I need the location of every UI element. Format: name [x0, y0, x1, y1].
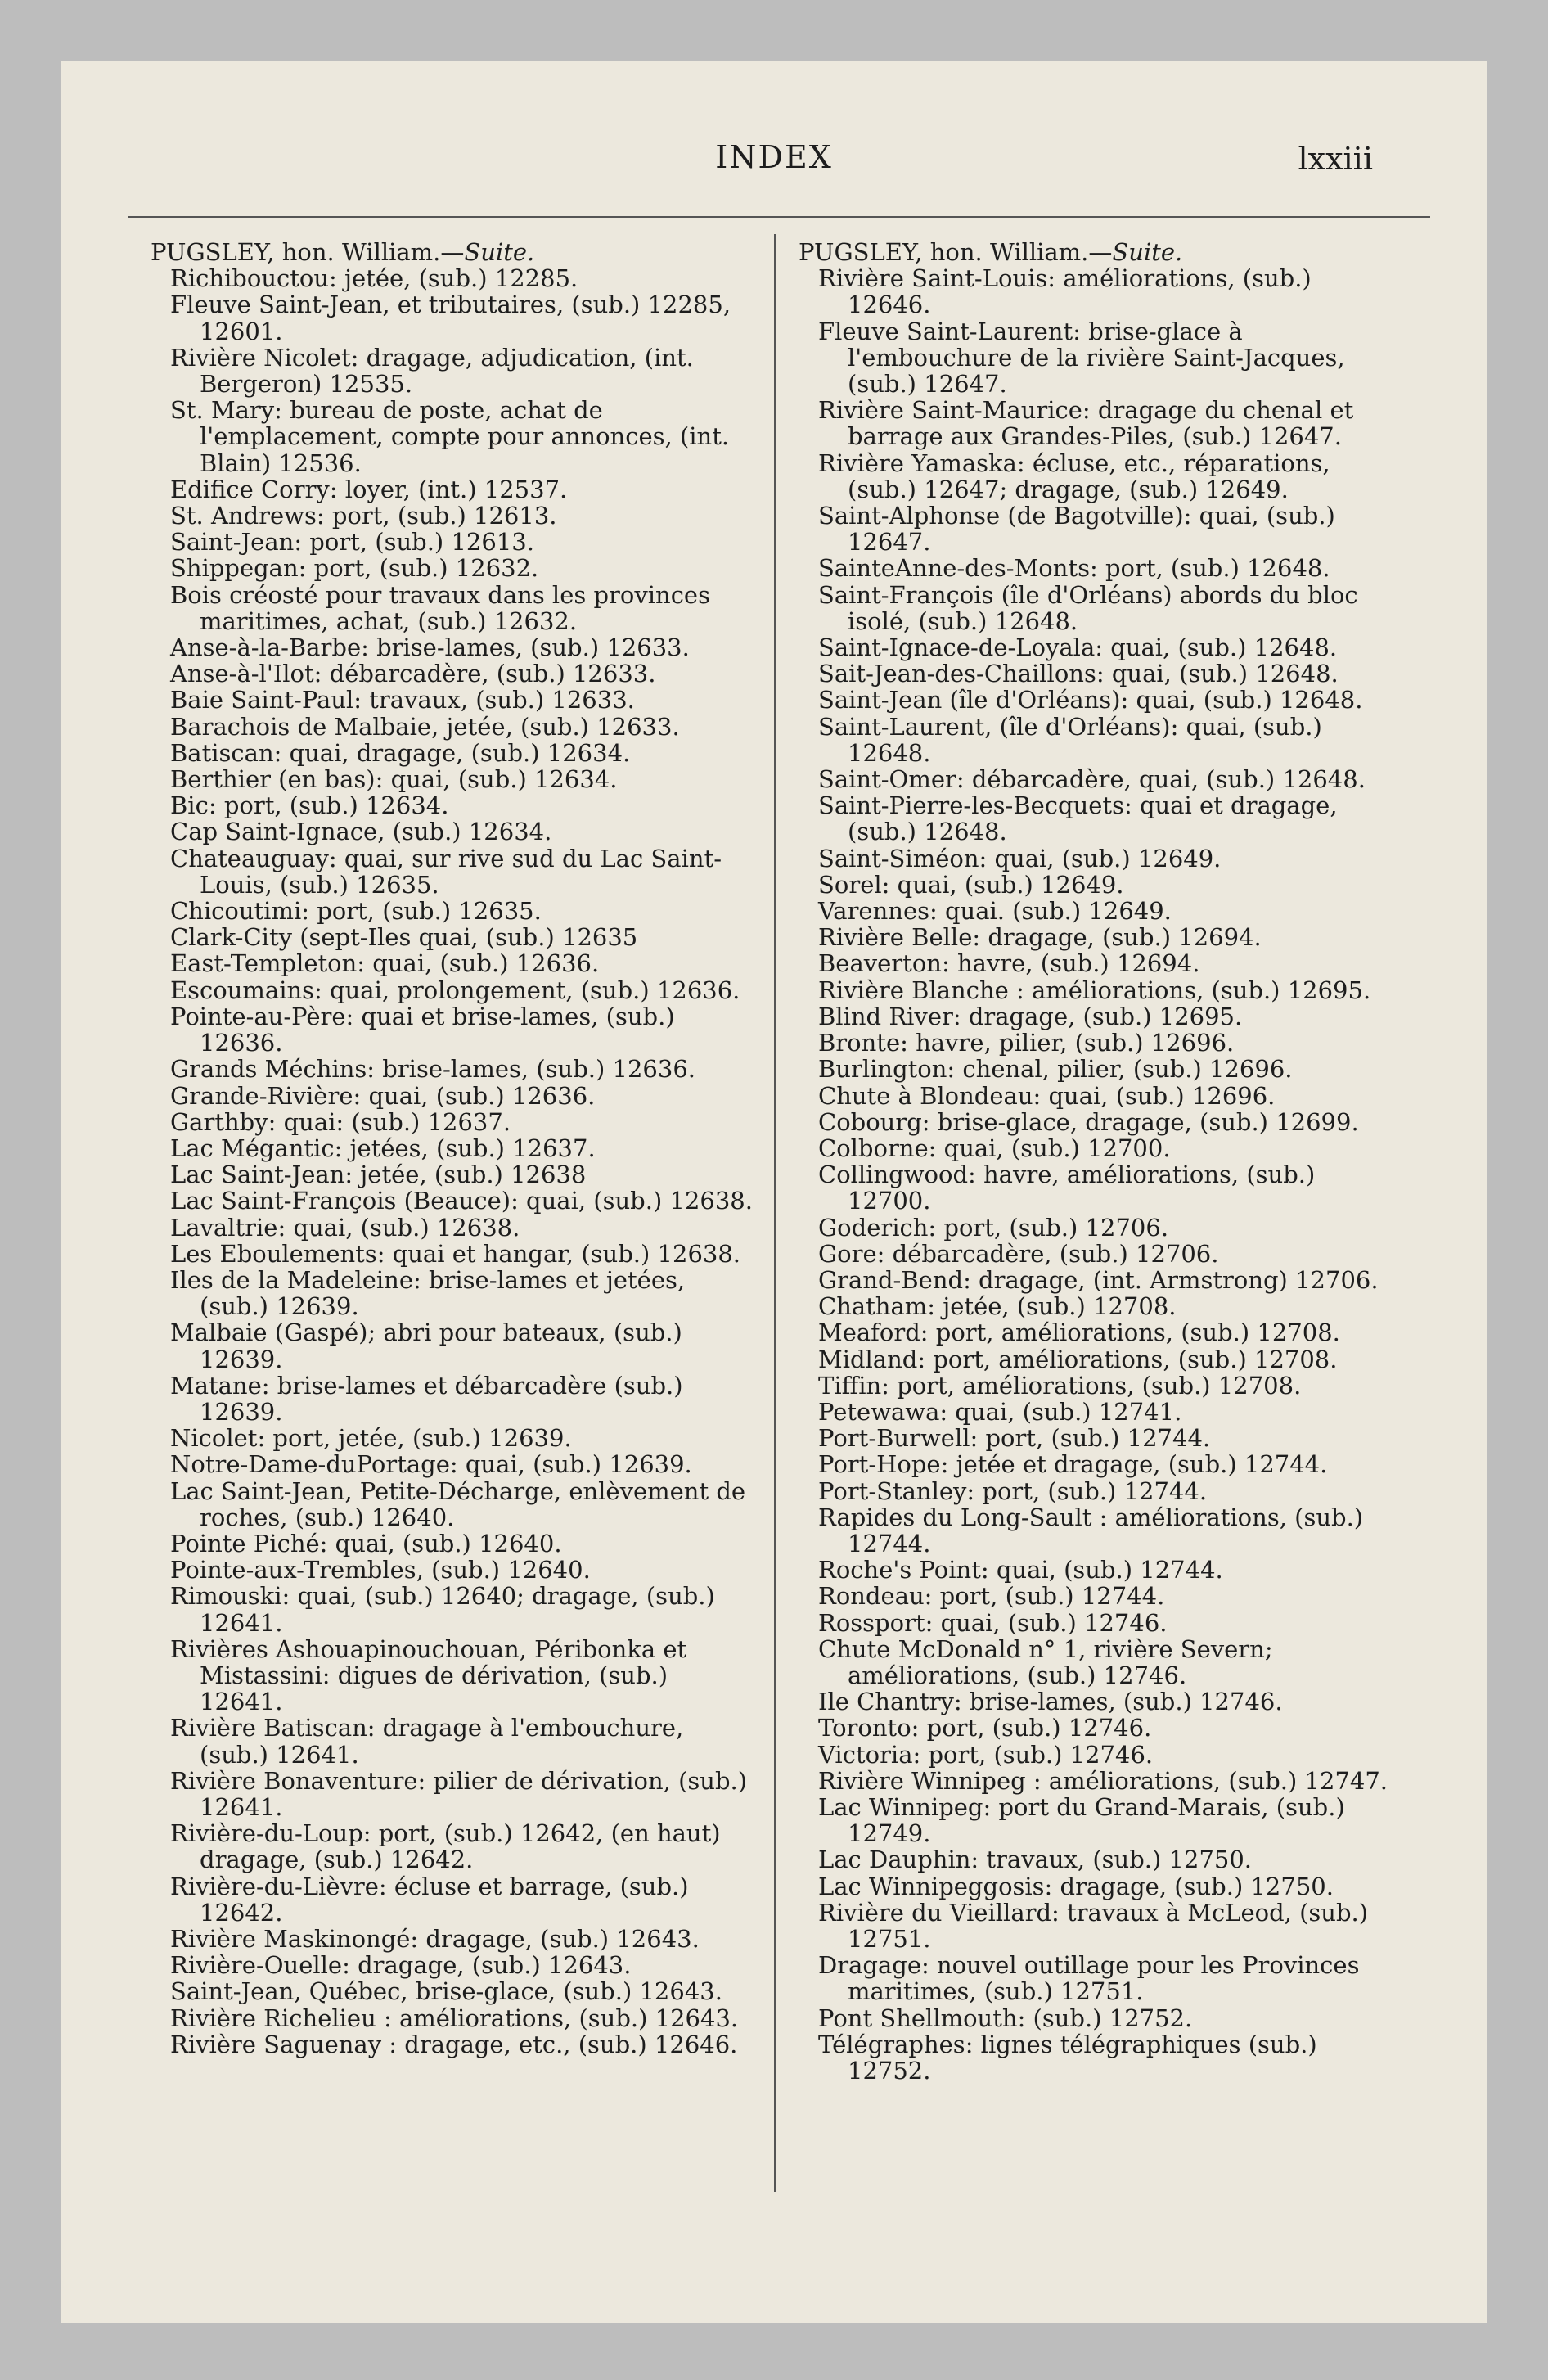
index-entry: Dragage: nouvel outillage pour les Provinces maritimes, (sub.) 12751. [818, 1951, 1360, 2006]
index-entry: Saint-Siméon: quai, (sub.) 12649. [818, 844, 1222, 872]
index-entry: Rivière Richelieu : améliorations, (sub.) 12643. [170, 2004, 739, 2032]
index-entry: Baie Saint-Paul: travaux, (sub.) 12633. [170, 686, 635, 714]
index-entry: Cap Saint-Ignace, (sub.) 12634. [170, 818, 552, 846]
index-entry: Lac Winnipeggosis: dragage, (sub.) 12750. [818, 1872, 1334, 1900]
index-entry: Chateauguay: quai, sur rive sud du Lac Saint-Louis, (sub.) 12635. [170, 844, 722, 899]
index-entry: Petewawa: quai, (sub.) 12741. [818, 1397, 1182, 1426]
index-entry: St. Mary: bureau de poste, achat de l'emplacement, compte pour annonces, (int. Blain) 12536. [170, 396, 730, 477]
index-entry: Rivière Saint-Louis: améliorations, (sub.) 12646. [818, 264, 1312, 319]
index-entry: Lac Saint-François (Beauce): quai, (sub.) 12638. [170, 1187, 753, 1215]
index-entry: Iles de la Madeleine: brise-lames et jetées, (sub.) 12639. [170, 1265, 686, 1321]
index-entry: Port-Burwell: port, (sub.) 12744. [818, 1424, 1211, 1453]
index-entry: Tiffin: port, améliorations, (sub.) 12708. [818, 1371, 1302, 1400]
index-entry: Lavaltrie: quai, (sub.) 12638. [170, 1213, 520, 1242]
index-entry: Gore: débarcadère, (sub.) 12706. [818, 1239, 1219, 1268]
column-divider [774, 234, 776, 2192]
index-entry: Garthby: quai: (sub.) 12637. [170, 1107, 511, 1136]
index-entry: Malbaie (Gaspé); abri pour bateaux, (sub.) 12639. [170, 1318, 682, 1373]
index-entry: Rossport: quai, (sub.) 12746. [818, 1608, 1168, 1637]
index-entry: Bois créosté pour travaux dans les provinces maritimes, achat, (sub.) 12632. [170, 580, 710, 635]
index-entry: Roche's Point: quai, (sub.) 12744. [818, 1556, 1223, 1584]
index-entry: Saint-Pierre-les-Becquets: quai et dragage, (sub.) 12648. [818, 791, 1338, 846]
index-entry: Rivière Winnipeg : améliorations, (sub.) 12747. [818, 1766, 1388, 1795]
index-entry: Rivière Belle: dragage, (sub.) 12694. [818, 923, 1262, 952]
index-entry: Sait-Jean-des-Chaillons: quai, (sub.) 12648. [818, 660, 1339, 688]
index-entry: Port-Stanley: port, (sub.) 12744. [818, 1476, 1208, 1505]
index-entry: Bronte: havre, pilier, (sub.) 12696. [818, 1029, 1235, 1057]
index-entry: Notre-Dame-duPortage: quai, (sub.) 12639. [170, 1450, 692, 1479]
index-entry: Ile Chantry: brise-lames, (sub.) 12746. [818, 1688, 1283, 1716]
index-entry: Bic: port, (sub.) 12634. [170, 791, 449, 820]
index-entry: Pointe-au-Père: quai et brise-lames, (sub.) 12636. [170, 1002, 675, 1057]
right-heading-suite: Suite. [1112, 238, 1183, 266]
index-entry: Midland: port, améliorations, (sub.) 12708. [818, 1345, 1338, 1373]
index-entry: Beaverton: havre, (sub.) 12694. [818, 949, 1200, 978]
index-entry: Saint-Omer: débarcadère, quai, (sub.) 12648. [818, 765, 1366, 794]
index-entry: Pont Shellmouth: (sub.) 12752. [818, 2004, 1193, 2032]
index-entry: Rivière Batiscan: dragage à l'embouchure, (sub.) 12641. [170, 1714, 684, 1769]
index-entry: Berthier (en bas): quai, (sub.) 12634. [170, 765, 618, 794]
index-entry: Blind River: dragage, (sub.) 12695. [818, 1002, 1243, 1030]
right-entry-list [799, 265, 1401, 2084]
index-entry: Batiscan: quai, dragage, (sub.) 12634. [170, 738, 631, 767]
index-entry: Lac Dauphin: travaux, (sub.) 12750. [818, 1846, 1253, 1874]
index-entry: Rivière-du-Lièvre: écluse et barrage, (sub.) 12642. [170, 1872, 689, 1927]
index-entry: Barachois de Malbaie, jetée, (sub.) 12633. [170, 712, 680, 741]
index-entry: Rivières Ashouapinouchouan, Péribonka et Mistassini: digues de dérivation, (sub.) 12641. [170, 1634, 687, 1716]
index-entry: Chute à Blondeau: quai, (sub.) 12696. [818, 1081, 1276, 1110]
index-entry: Télégraphes: lignes télégraphiques (sub.) 12752. [818, 2030, 1317, 2085]
index-entry: Rivière Maskinongé: dragage, (sub.) 12643. [170, 1925, 700, 1953]
index-entry: Matane: brise-lames et débarcadère (sub.) 12639. [170, 1371, 683, 1426]
index-entry: Chicoutimi: port, (sub.) 12635. [170, 897, 542, 926]
index-entry: Rivière Bonaventure: pilier de dérivation, (sub.) 12641. [170, 1766, 748, 1821]
index-entry: St. Andrews: port, (sub.) 12613. [170, 502, 557, 530]
index-entry: Colborne: quai, (sub.) 12700. [818, 1134, 1171, 1162]
index-entry: Anse-à-l'Ilot: débarcadère, (sub.) 12633. [170, 660, 656, 688]
index-entry: Goderich: port, (sub.) 12706. [818, 1213, 1169, 1242]
header-rule [128, 216, 1430, 223]
index-entry: Grand-Bend: dragage, (int. Armstrong) 12706. [818, 1265, 1379, 1294]
index-entry: Burlington: chenal, pilier, (sub.) 12696. [818, 1055, 1293, 1084]
index-entry: Saint-Ignace-de-Loyala: quai, (sub.) 12648. [818, 633, 1338, 662]
index-entry: Shippegan: port, (sub.) 12632. [170, 554, 539, 583]
index-entry: Port-Hope: jetée et dragage, (sub.) 12744. [818, 1450, 1328, 1479]
index-entry: Pointe Piché: quai, (sub.) 12640. [170, 1529, 562, 1557]
index-entry: Richibouctou: jetée, (sub.) 12285. [170, 264, 578, 293]
index-entry: Chute McDonald n° 1, rivière Severn; améliorations, (sub.) 12746. [818, 1634, 1273, 1689]
index-page [61, 61, 1487, 2323]
index-entry: Grande-Rivière: quai, (sub.) 12636. [170, 1081, 596, 1110]
index-entry: Collingwood: havre, améliorations, (sub.) 12700. [818, 1161, 1316, 1215]
index-entry: Cobourg: brise-glace, dragage, (sub.) 12699. [818, 1107, 1359, 1136]
index-entry: East-Templeton: quai, (sub.) 12636. [170, 949, 600, 978]
index-entry: Saint-François (île d'Orléans) abords du bloc isolé, (sub.) 12648. [818, 580, 1358, 635]
left-column-heading [151, 239, 753, 265]
index-entry: SainteAnne-des-Monts: port, (sub.) 12648. [818, 554, 1330, 583]
index-entry: Sorel: quai, (sub.) 12649. [818, 870, 1124, 899]
page-title: INDEX [715, 139, 833, 175]
index-entry: Rivière Nicolet: dragage, adjudication, (int. Bergeron) 12535. [170, 343, 694, 399]
index-entry: Clark-City (sept-Iles quai, (sub.) 12635 [170, 923, 638, 952]
index-entry: Rivière Blanche : améliorations, (sub.) 12695. [818, 976, 1371, 1004]
index-entry: Lac Saint-Jean: jetée, (sub.) 12638 [170, 1161, 587, 1189]
index-entry: Lac Saint-Jean, Petite-Décharge, enlèvement de roches, (sub.) 12640. [170, 1476, 746, 1531]
index-entry: Saint-Jean: port, (sub.) 12613. [170, 528, 534, 557]
index-entry: Varennes: quai. (sub.) 12649. [818, 897, 1172, 926]
left-heading-suite: Suite. [464, 238, 535, 266]
index-entry: Anse-à-la-Barbe: brise-lames, (sub.) 12633. [170, 633, 690, 662]
left-heading-name: PUGSLEY, hon. William.— [151, 238, 465, 266]
index-entry: Les Eboulements: quai et hangar, (sub.) 12638. [170, 1239, 741, 1268]
left-column [151, 239, 753, 2058]
index-entry: Saint-Jean, Québec, brise-glace, (sub.) 12643. [170, 1977, 722, 2006]
page-header [61, 139, 1487, 188]
index-entry: Rivière-Ouelle: dragage, (sub.) 12643. [170, 1951, 632, 1980]
index-entry: Toronto: port, (sub.) 12746. [818, 1714, 1152, 1742]
left-entry-list [151, 265, 753, 2058]
index-entry: Rivière Saguenay : dragage, etc., (sub.) 12646. [170, 2030, 738, 2058]
index-entry: Lac Mégantic: jetées, (sub.) 12637. [170, 1134, 596, 1162]
index-entry: Grands Méchins: brise-lames, (sub.) 12636. [170, 1055, 696, 1084]
index-entry: Rivière-du-Loup: port, (sub.) 12642, (en haut) dragage, (sub.) 12642. [170, 1819, 721, 1874]
index-entry: Nicolet: port, jetée, (sub.) 12639. [170, 1424, 572, 1453]
index-entry: Fleuve Saint-Laurent: brise-glace à l'embouchure de la rivière Saint-Jacques, (sub.) 12647. [818, 317, 1345, 399]
right-column-heading [799, 239, 1401, 265]
index-entry: Pointe-aux-Trembles, (sub.) 12640. [170, 1556, 591, 1584]
index-entry: Victoria: port, (sub.) 12746. [818, 1740, 1154, 1769]
index-entry: Lac Winnipeg: port du Grand-Marais, (sub.) 12749. [818, 1792, 1345, 1848]
index-entry: Rapides du Long-Sault : améliorations, (sub.) 12744. [818, 1503, 1364, 1557]
index-entry: Rimouski: quai, (sub.) 12640; dragage, (sub.) 12641. [170, 1582, 715, 1637]
index-entry: Saint-Laurent, (île d'Orléans): quai, (sub.) 12648. [818, 712, 1322, 767]
index-entry: Rivière Saint-Maurice: dragage du chenal et barrage aux Grandes-Piles, (sub.) 12647. [818, 396, 1354, 451]
index-entry: Edifice Corry: loyer, (int.) 12537. [170, 475, 568, 503]
right-column [799, 239, 1401, 2084]
index-entry: Rivière du Vieillard: travaux à McLeod, (sub.) 12751. [818, 1898, 1369, 1953]
index-entry: Rondeau: port, (sub.) 12744. [818, 1582, 1165, 1611]
index-entry: Saint-Alphonse (de Bagotville): quai, (sub.) 12647. [818, 502, 1335, 557]
index-entry: Saint-Jean (île d'Orléans): quai, (sub.) 12648. [818, 686, 1363, 714]
right-heading-name: PUGSLEY, hon. William.— [799, 238, 1113, 266]
index-entry: Meaford: port, améliorations, (sub.) 12708. [818, 1318, 1340, 1347]
index-entry: Rivière Yamaska: écluse, etc., réparations, (sub.) 12647; dragage, (sub.) 12649. [818, 449, 1330, 503]
index-entry: Escoumains: quai, prolongement, (sub.) 12636. [170, 976, 740, 1004]
index-entry: Chatham: jetée, (sub.) 12708. [818, 1292, 1177, 1321]
index-entry: Fleuve Saint-Jean, et tributaires, (sub.) 12285, 12601. [170, 291, 731, 345]
page-number: lxxiii [1298, 141, 1373, 177]
